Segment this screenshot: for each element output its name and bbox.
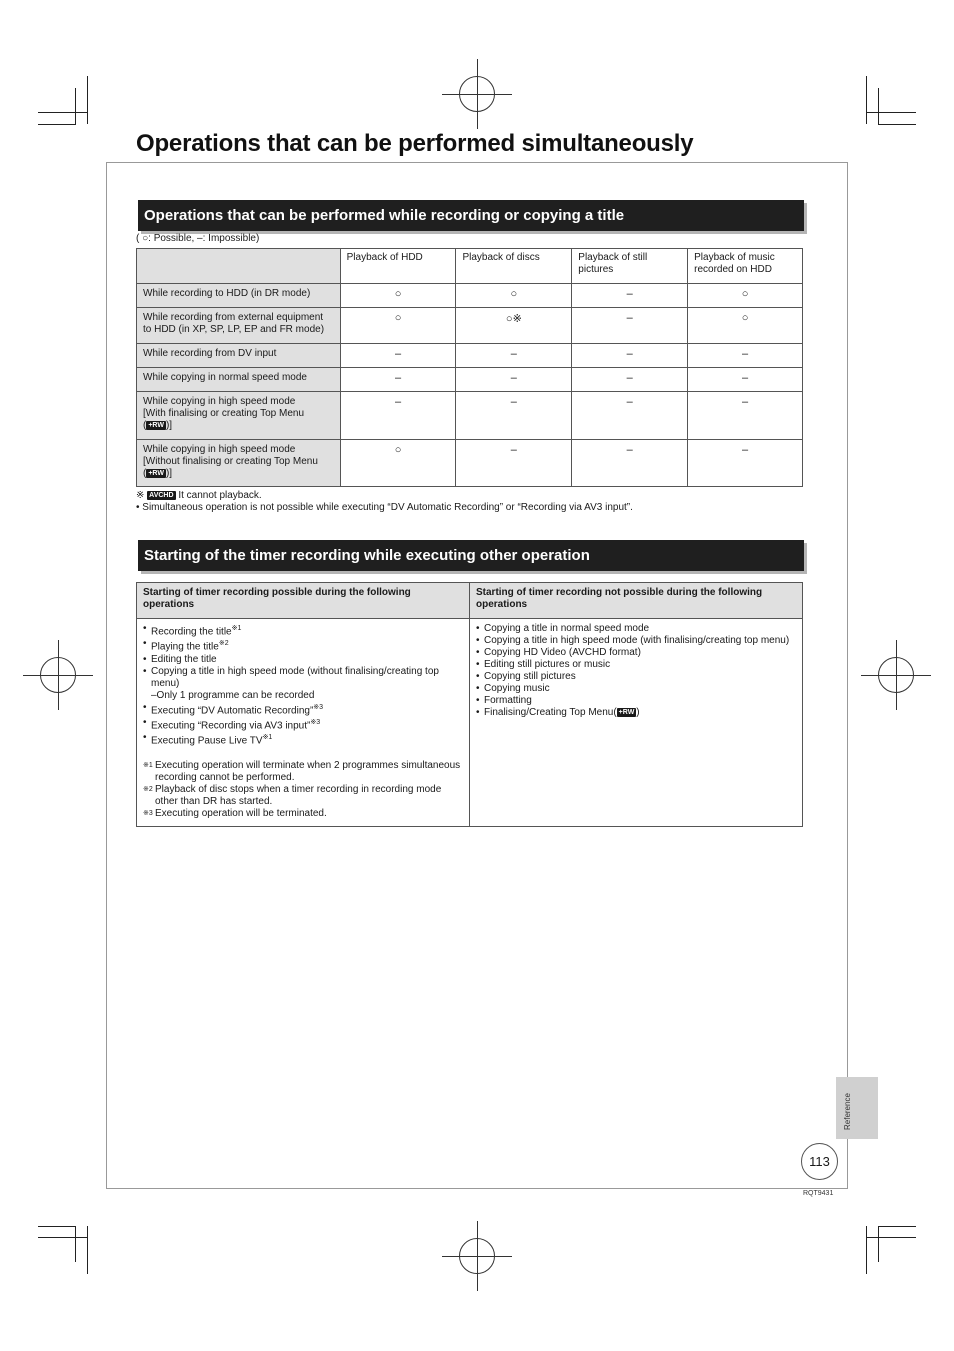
crop-mark xyxy=(866,1237,916,1238)
plus-rw-badge: +RW xyxy=(148,421,164,429)
header-corner xyxy=(137,249,341,284)
table-cell: – xyxy=(340,392,456,440)
row-label-paren: )] xyxy=(165,420,173,431)
list-item xyxy=(143,732,463,747)
list-item xyxy=(143,666,463,690)
list-item: • Copying HD Video (AVCHD format) xyxy=(476,647,796,659)
table-cell: – xyxy=(456,344,572,368)
table-cell: ○ xyxy=(340,284,456,308)
reference-tab-label: Reference xyxy=(843,1093,852,1130)
item-sup: ※3 xyxy=(310,718,321,726)
list-item xyxy=(476,707,796,719)
simultaneous-operations-table xyxy=(136,248,803,487)
table-cell: ○ xyxy=(688,308,803,344)
crop-mark xyxy=(878,88,879,124)
list-item: • Copying a title in high speed mode (with finalising/creating top menu) xyxy=(476,635,796,647)
item-text: Executing Pause Live TV xyxy=(151,735,263,747)
table-cell: – xyxy=(456,440,572,487)
list-subitem: –Only 1 programme can be recorded xyxy=(151,689,315,701)
item-text: ) xyxy=(636,707,640,718)
crop-mark xyxy=(38,1237,88,1238)
table-cell: – xyxy=(572,392,688,440)
crop-mark xyxy=(866,76,867,124)
registration-mark xyxy=(40,657,76,693)
item-text: Recording the title xyxy=(151,626,232,638)
footnote xyxy=(143,808,463,820)
list-item xyxy=(143,623,463,638)
item-sup: ※1 xyxy=(231,625,242,632)
row-label xyxy=(137,392,341,440)
right-column-header: Starting of timer recording not possible during the following operations xyxy=(470,583,803,619)
page-number: 113 xyxy=(801,1143,838,1180)
reference-tab xyxy=(836,1077,878,1139)
table-cell: ○※ xyxy=(456,308,572,344)
document-code: RQT9431 xyxy=(803,1190,834,1197)
table-cell: – xyxy=(572,284,688,308)
crop-mark xyxy=(38,124,76,125)
list-item: • Copying music xyxy=(476,683,796,695)
row-label: While recording to HDD (in DR mode) xyxy=(137,284,341,308)
table-cell: – xyxy=(340,344,456,368)
table-header-row xyxy=(137,249,803,284)
left-column-header: Starting of timer recording possible during the following operations xyxy=(137,583,470,619)
table-cell: – xyxy=(688,440,803,487)
list-item xyxy=(143,702,463,717)
row-label: While recording from DV input xyxy=(137,344,341,368)
row-label-line: [With finalising or creating Top Menu xyxy=(143,408,305,419)
table-cell: – xyxy=(572,440,688,487)
footnote-mark: ※1 xyxy=(143,761,153,769)
note-mark: ※ xyxy=(136,490,145,501)
footnote-text: Playback of disc stops when a timer recording in recording mode other than DR has started. xyxy=(155,783,442,807)
table-cell: – xyxy=(688,368,803,392)
table-cell: ○ xyxy=(456,284,572,308)
row-label: While recording from external equipment to HDD (in XP, SP, LP, EP and FR mode) xyxy=(137,308,341,344)
table-cell: – xyxy=(572,368,688,392)
list-item: • Editing still pictures or music xyxy=(476,659,796,671)
item-text: Finalising/Creating Top Menu( xyxy=(484,707,617,718)
item-text: Editing the title xyxy=(151,653,217,665)
row-label-line: While copying in high speed mode xyxy=(143,396,296,407)
table-row xyxy=(137,440,803,487)
list-item xyxy=(143,654,463,666)
crop-mark xyxy=(866,112,916,113)
item-sup: ※1 xyxy=(262,734,273,742)
item-text: Copying a title in high speed mode (without finalising/creating top menu) xyxy=(151,665,439,689)
table-row xyxy=(137,368,803,392)
table-header-row xyxy=(137,583,803,619)
bullet-note: • Simultaneous operation is not possible while executing “DV Automatic Recording” or “Recording via AV3 input”. xyxy=(136,502,633,513)
not-possible-list xyxy=(476,623,796,719)
crop-mark xyxy=(878,1226,879,1262)
possible-list xyxy=(143,623,463,748)
table-cell: – xyxy=(688,392,803,440)
list-item xyxy=(143,638,463,653)
crop-mark xyxy=(75,88,76,124)
item-text: Executing “DV Automatic Recording” xyxy=(151,704,314,716)
footnote-mark: ※2 xyxy=(143,785,153,793)
crop-mark xyxy=(38,112,88,113)
table-cell: – xyxy=(456,368,572,392)
item-text: Executing “Recording via AV3 input” xyxy=(151,720,311,732)
table-cell: – xyxy=(572,344,688,368)
footnote-text: Executing operation will terminate when 2 programmes simultaneous recording cannot be performed. xyxy=(155,759,461,783)
table-cell: – xyxy=(572,308,688,344)
possible-operations-cell xyxy=(137,619,470,827)
column-header: Playback of discs xyxy=(456,249,572,284)
footnotes xyxy=(143,760,463,820)
avchd-badge: AVCHD xyxy=(149,491,174,499)
section-heading-simultaneous: Operations that can be performed while recording or copying a title xyxy=(138,200,804,231)
item-sup: ※2 xyxy=(218,640,229,648)
not-possible-operations-cell xyxy=(470,619,803,827)
column-header: Playback of HDD xyxy=(340,249,456,284)
timer-recording-table xyxy=(136,582,803,827)
row-label-line xyxy=(143,420,334,432)
crop-mark xyxy=(866,1226,867,1274)
column-header: Playback of music recorded on HDD xyxy=(688,249,803,284)
registration-mark xyxy=(459,76,495,112)
list-item: • Copying still pictures xyxy=(476,671,796,683)
table-row xyxy=(137,392,803,440)
plus-rw-badge: +RW xyxy=(148,469,164,477)
table-cell: ○ xyxy=(340,308,456,344)
table-cell: – xyxy=(456,392,572,440)
table-row xyxy=(137,308,803,344)
item-sup: ※3 xyxy=(313,703,324,711)
row-label-paren: ( xyxy=(143,468,147,479)
row-label-line: While copying in high speed mode xyxy=(143,444,296,455)
table-cell: – xyxy=(340,368,456,392)
list-item: • Formatting xyxy=(476,695,796,707)
list-item: • Copying a title in normal speed mode xyxy=(476,623,796,635)
row-label: While copying in normal speed mode xyxy=(137,368,341,392)
crop-mark xyxy=(87,76,88,124)
table-cell: – xyxy=(688,344,803,368)
page-title: Operations that can be performed simultaneously xyxy=(136,130,694,157)
footnote-text: Executing operation will be terminated. xyxy=(155,807,327,819)
legend: ( ○: Possible, –: Impossible) xyxy=(136,233,260,244)
crop-mark xyxy=(75,1226,76,1262)
footnote xyxy=(136,490,633,502)
row-label-paren: )] xyxy=(165,468,173,479)
registration-mark xyxy=(878,657,914,693)
table-row xyxy=(137,344,803,368)
table-row xyxy=(137,284,803,308)
table-notes xyxy=(136,490,633,514)
crop-mark xyxy=(878,1226,916,1227)
registration-mark xyxy=(459,1238,495,1274)
footnote xyxy=(143,760,463,784)
note-text: It cannot playback. xyxy=(178,490,262,501)
crop-mark xyxy=(38,1226,76,1227)
row-label-paren: ( xyxy=(143,420,147,431)
table-row xyxy=(137,619,803,827)
bullet-note-text: Simultaneous operation is not possible while executing “DV Automatic Recording” or “Recording via AV3 input”. xyxy=(142,502,633,513)
footnote-mark: ※3 xyxy=(143,809,153,817)
table-cell: ○ xyxy=(340,440,456,487)
row-label-line: [Without finalising or creating Top Menu xyxy=(143,456,318,467)
section-heading-timer: Starting of the timer recording while executing other operation xyxy=(138,540,804,571)
row-label-line xyxy=(143,468,334,480)
footnote xyxy=(143,784,463,808)
column-header: Playback of still pictures xyxy=(572,249,688,284)
row-label xyxy=(137,440,341,487)
item-text: Playing the title xyxy=(151,641,219,653)
crop-mark xyxy=(878,124,916,125)
list-item xyxy=(143,717,463,732)
plus-rw-badge: +RW xyxy=(618,708,635,716)
table-cell: ○ xyxy=(688,284,803,308)
crop-mark xyxy=(87,1226,88,1274)
